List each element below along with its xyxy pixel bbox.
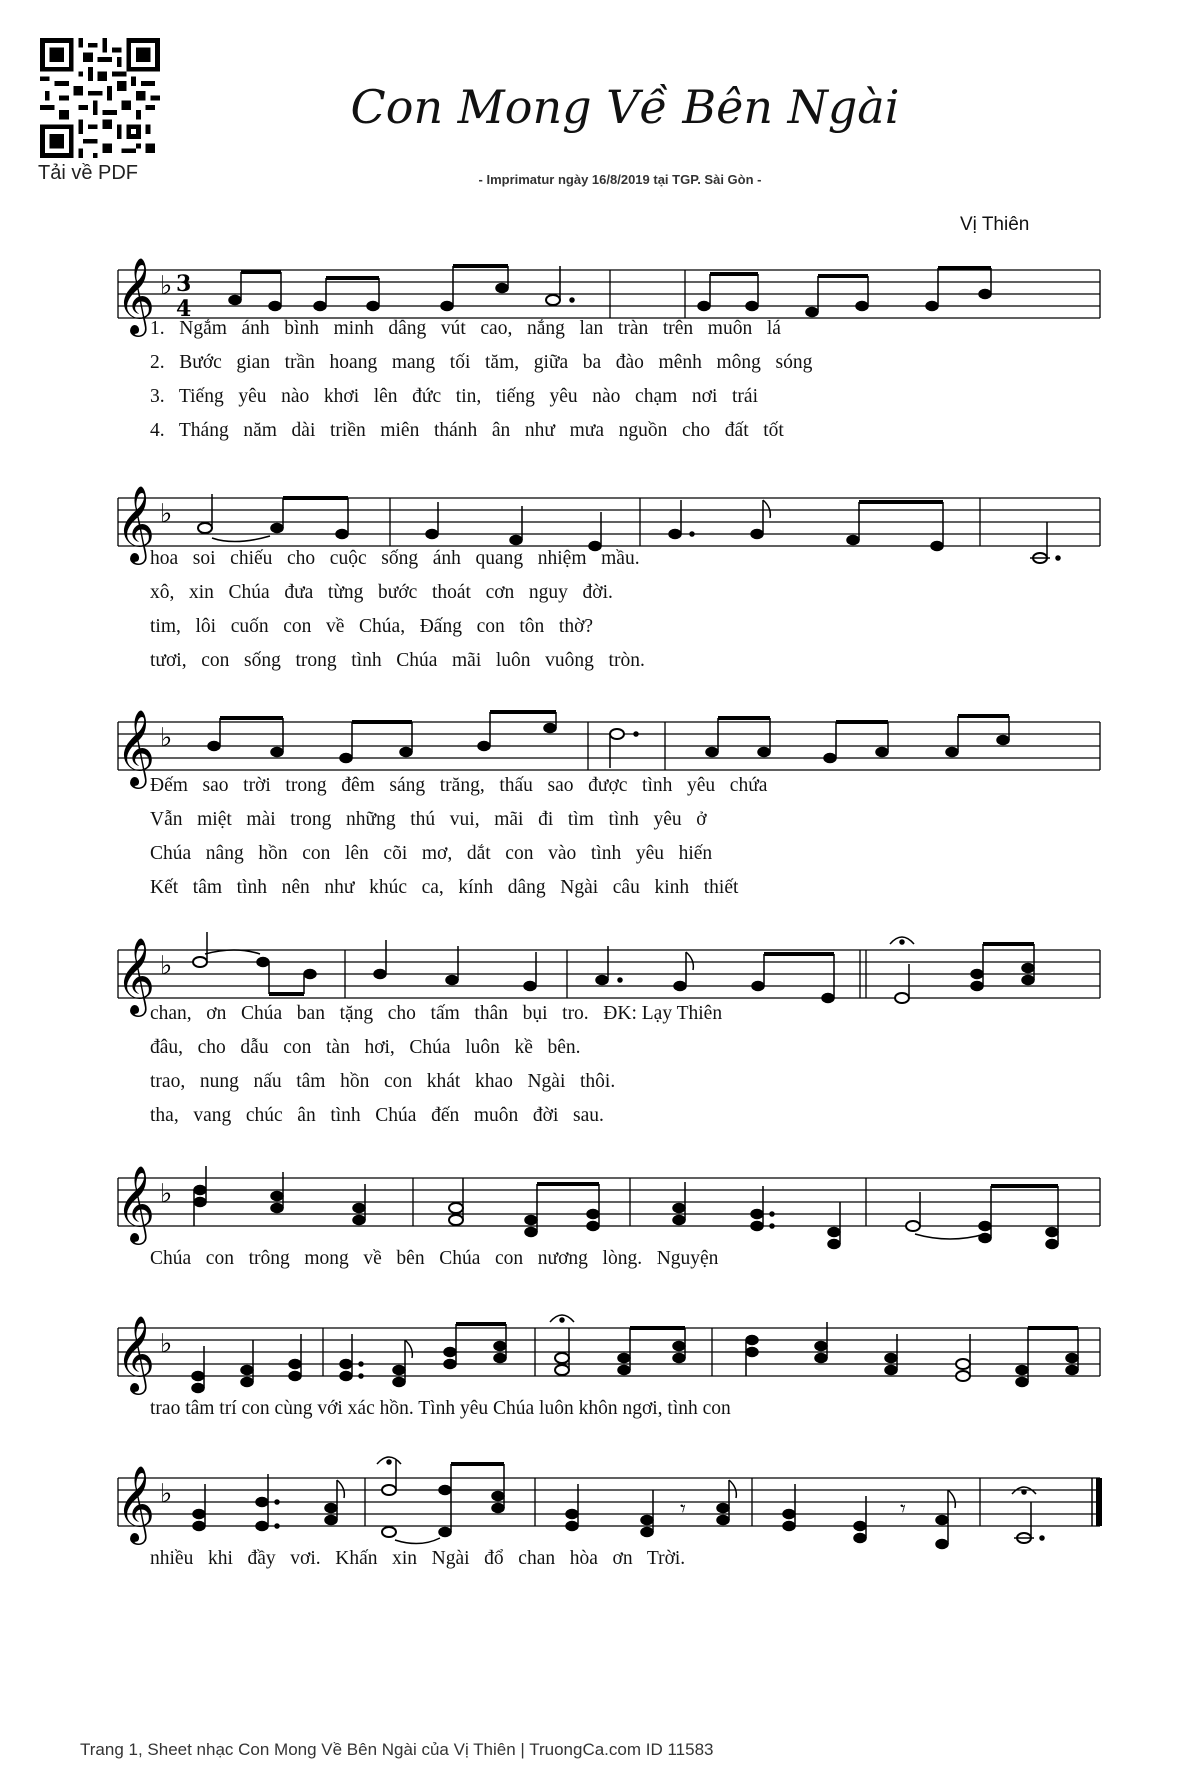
download-pdf-link[interactable]: Tải về PDF: [38, 162, 139, 184]
flat-key-icon: ♭: [160, 1479, 173, 1509]
treble-clef-icon: 𝄞: [116, 1465, 156, 1542]
lyric-verse-line: 4. Tháng năm dài triền miên thánh ân như mưa nguồn cho đất tốt: [150, 420, 784, 441]
song-title: Con Mong Về Bên Ngài: [350, 80, 900, 134]
time-signature-bottom: 4: [176, 296, 192, 322]
lyric-verse-line: hoa soi chiếu cho cuộc sống ánh quang nhiệm mầu.: [150, 548, 640, 569]
lyrics-system-5: [150, 1248, 1110, 1282]
lyric-verse-line: tươi, con sống trong tình Chúa mãi luôn vuông tròn.: [150, 650, 645, 671]
lyric-verse-line: tha, vang chúc ân tình Chúa đến muôn đời sau.: [150, 1105, 604, 1126]
lyric-verse-line: chan, ơn Chúa ban tặng cho tấm thân bụi tro. ĐK: Lạy Thiên: [150, 1003, 723, 1024]
lyric-verse-line: đâu, cho dẫu con tàn hơi, Chúa luôn kề bên.: [150, 1037, 581, 1058]
lyric-verse-line: 3. Tiếng yêu nào khơi lên đức tin, tiếng yêu nào chạm nơi trái: [150, 386, 758, 407]
treble-clef-icon: 𝄞: [116, 257, 156, 334]
lyrics-system-2: [150, 548, 1110, 684]
qr-code-icon[interactable]: [40, 38, 160, 158]
treble-clef-icon: 𝄞: [116, 1165, 156, 1242]
treble-clef-icon: 𝄞: [116, 1315, 156, 1392]
eighth-rest-icon: 𝄾: [900, 1497, 906, 1522]
lyric-chorus-line: nhiều khi đầy vơi. Khấn xin Ngài đổ chan hòa ơn Trời.: [150, 1548, 686, 1569]
page-footer: Trang 1, Sheet nhạc Con Mong Về Bên Ngài của Vị Thiên | TruongCa.com ID 11583: [80, 1740, 714, 1759]
lyric-verse-line: trao, nung nấu tâm hồn con khát khao Ngài thôi.: [150, 1071, 616, 1092]
lyric-verse-line: Vẫn miệt mài trong những thú vui, mãi đi tìm tình yêu ở: [150, 809, 707, 830]
flat-key-icon: ♭: [160, 1329, 173, 1359]
lyric-verse-line: Đếm sao trời trong đêm sáng trăng, thấu sao được tình yêu chứa: [150, 775, 768, 796]
lyric-chorus-line: Chúa con trông mong về bên Chúa con nương lòng. Nguyện: [150, 1248, 719, 1269]
lyrics-system-1: [150, 318, 1110, 454]
imprimatur-note: - Imprimatur ngày 16/8/2019 tại TGP. Sài Gòn -: [478, 172, 762, 187]
flat-key-icon: ♭: [160, 1179, 173, 1209]
lyric-verse-line: tim, lôi cuốn con về Chúa, Đấng con tôn thờ?: [150, 616, 594, 637]
lyric-verse-line: xô, xin Chúa đưa từng bước thoát cơn nguy đời.: [150, 582, 613, 603]
final-barline: [1096, 1478, 1102, 1526]
lyrics-system-4: [150, 1003, 1110, 1139]
lyric-verse-line: Chúa nâng hồn con lên cõi mơ, dắt con vào tình yêu hiến: [150, 843, 713, 864]
lyrics-system-6: [150, 1398, 1110, 1432]
flat-key-icon: ♭: [160, 271, 173, 301]
flat-key-icon: ♭: [160, 723, 173, 753]
lyric-verse-line: 2. Bước gian trần hoang mang tối tăm, giữa ba đào mênh mông sóng: [150, 352, 813, 373]
flat-key-icon: ♭: [160, 499, 173, 529]
lyrics-system-3: [150, 775, 1110, 911]
lyric-verse-line: 1. Ngắm ánh bình minh dâng vút cao, nắng lan tràn trên muôn lá: [150, 318, 781, 339]
lyrics-system-7: [150, 1548, 1110, 1582]
lyric-verse-line: Kết tâm tình nên như khúc ca, kính dâng Ngài câu kinh thiết: [150, 877, 739, 898]
lyric-chorus-line: trao tâm trí con cùng với xác hồn. Tình yêu Chúa luôn khôn ngơi, tình con: [150, 1398, 731, 1419]
composer-name: Vị Thiên: [960, 214, 1030, 235]
flat-key-icon: ♭: [160, 951, 173, 981]
eighth-rest-icon: 𝄾: [680, 1497, 686, 1522]
time-signature-top: 3: [176, 271, 192, 297]
treble-clef-icon: 𝄞: [116, 485, 156, 562]
treble-clef-icon: 𝄞: [116, 709, 156, 786]
treble-clef-icon: 𝄞: [116, 937, 156, 1014]
